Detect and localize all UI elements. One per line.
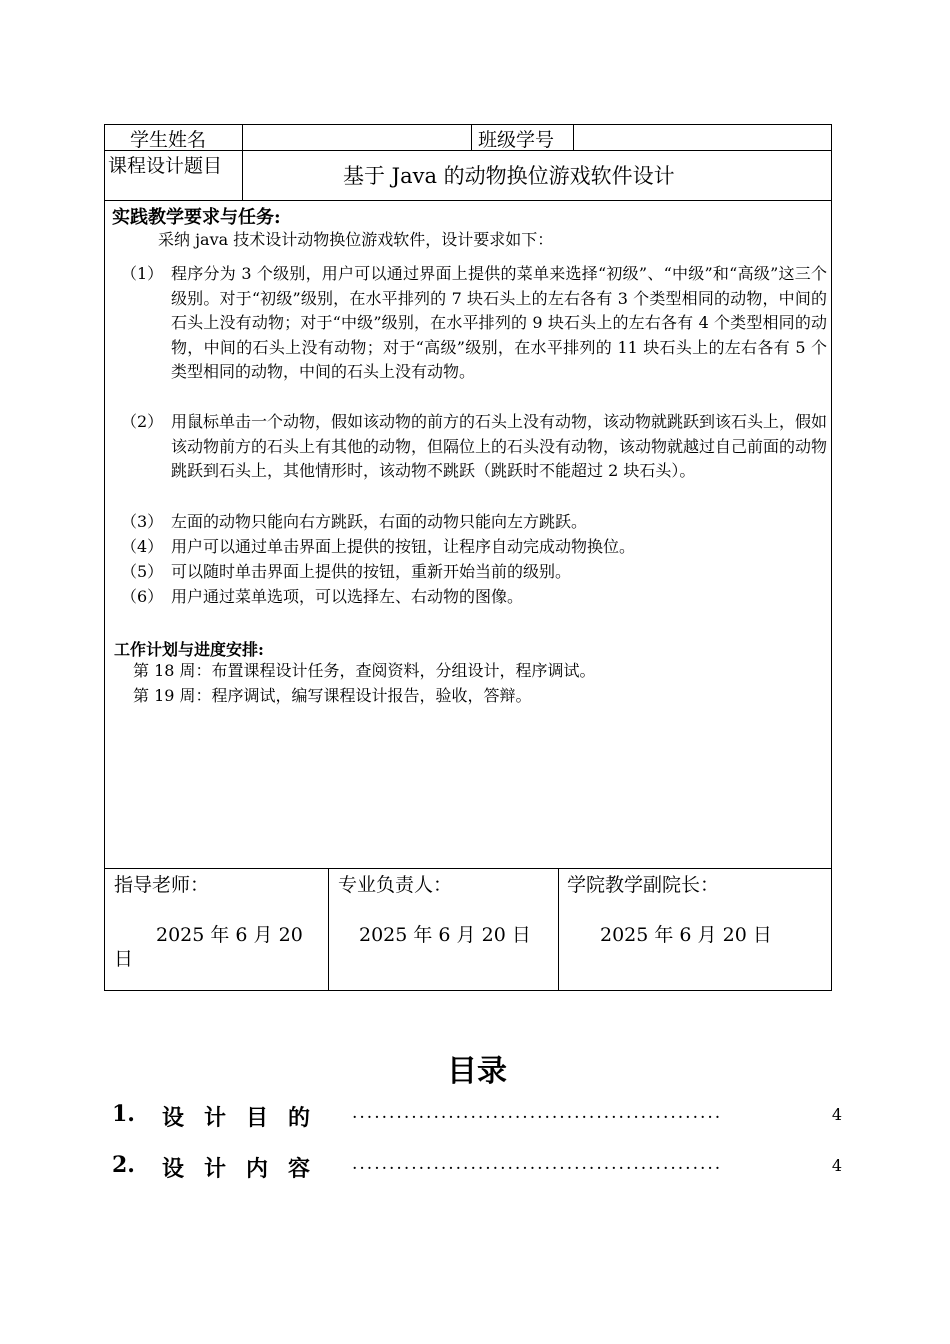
toc-title: 目录 (447, 1054, 507, 1089)
student-name-label: 学生姓名 (130, 129, 207, 151)
schedule-line: 第 19 周：程序调试，编写课程设计报告，验收，答辩。 (133, 686, 532, 705)
toc-entry[interactable] (112, 1152, 842, 1182)
requirement-text: 用户通过菜单选项，可以选择左、右动物的图像。 (171, 587, 524, 606)
requirement-number: （4） (121, 537, 164, 556)
topic-value: 基于 Java 的动物换位游戏软件设计 (343, 164, 675, 188)
requirements-heading: 实践教学要求与任务: (112, 207, 281, 228)
toc-entry-leader: .................................................. (352, 1154, 723, 1174)
requirement-text: 用户可以通过单击界面上提供的按钮，让程序自动完成动物换位。 (171, 537, 636, 556)
major-head-label: 专业负责人： (338, 874, 453, 896)
topic-label: 课程设计题目 (108, 155, 223, 177)
vice-dean-date: 2025 年 6 月 20 日 (600, 924, 772, 946)
signature-col-divider-1 (328, 868, 329, 991)
toc-entry-title: 设计目的 (162, 1105, 331, 1131)
advisor-date-day: 日 (114, 948, 134, 970)
requirement-number: （1） (121, 264, 164, 283)
requirement-number: （2） (121, 412, 164, 431)
advisor-label: 指导老师： (114, 874, 210, 896)
requirement-text: 用鼠标单击一个动物，假如该动物的前方的石头上没有动物，该动物就跳跃到该石头上，假如该动物前方的石头上有其他的动物，但隔位上的石头没有动物，该动物就越过自己前面的动物跳跃到石头上，其他情形时，该动物不跳跃（跳跃时不能超过 2 块石头）。 (171, 412, 828, 480)
advisor-date: 2025 年 6 月 20 (156, 924, 303, 946)
toc-entry-number: 1. (112, 1101, 135, 1127)
major-head-date: 2025 年 6 月 20 日 (359, 924, 531, 946)
toc-entry-page: 4 (831, 1156, 842, 1175)
header-col-divider-2 (471, 124, 472, 150)
requirements-intro: 采纳 java 技术设计动物换位游戏软件，设计要求如下： (158, 230, 554, 249)
requirement-text: 可以随时单击界面上提供的按钮，重新开始当前的级别。 (171, 562, 572, 581)
toc-entry-number: 2. (112, 1152, 135, 1178)
vice-dean-label: 学院教学副院长： (567, 874, 720, 896)
toc-entry[interactable] (112, 1101, 842, 1131)
schedule-heading: 工作计划与进度安排: (114, 640, 264, 659)
toc-entry-page: 4 (831, 1105, 842, 1124)
requirement-text: 左面的动物只能向右方跳跃，右面的动物只能向左方跳跃。 (171, 512, 588, 531)
requirement-number: （6） (121, 587, 164, 606)
class-id-value (574, 125, 831, 150)
toc-entry-leader: .................................................. (352, 1103, 723, 1123)
class-id-label: 班级学号 (478, 129, 555, 151)
toc-entry-title: 设计内容 (162, 1156, 331, 1182)
requirement-number: （5） (121, 562, 164, 581)
student-name-value (243, 125, 471, 150)
requirement-text: 程序分为 3 个级别，用户可以通过界面上提供的菜单来选择“初级”、“中级”和“高级”这三个级别。对于“初级”级别，在水平排列的 7 块石头上的左右各有 3 个类型相同的动物，中间的石头上没有动物；对于“中级”级别，在水平排列的 9 块石头上的左右各有 4 个类型相同的动物，中间的石头上没有动物；对于“高级”级别，在水平排列的 11 块石头上的左右各有 5 个类型相同的动物，中间的石头上没有动物。 (171, 264, 827, 381)
schedule-line: 第 18 周：布置课程设计任务，查阅资料，分组设计，程序调试。 (133, 661, 596, 680)
requirement-number: （3） (121, 512, 164, 531)
signature-col-divider-2 (558, 868, 559, 991)
